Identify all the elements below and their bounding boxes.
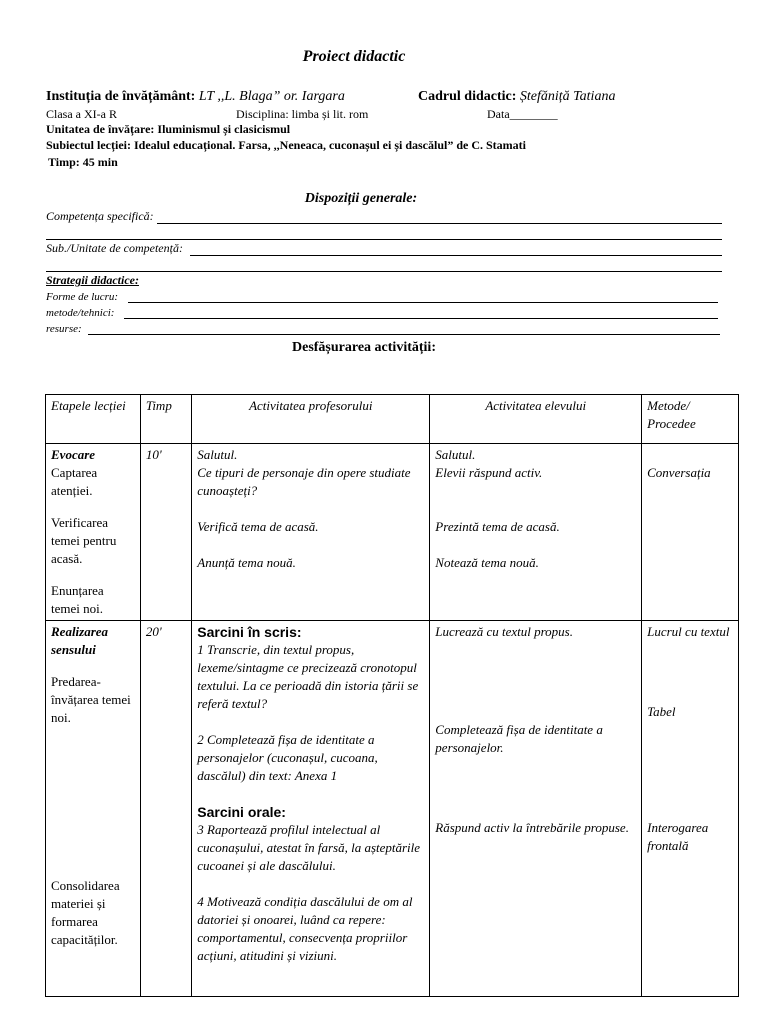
student-activity-line: Răspund activ la întrebările propuse.	[435, 820, 629, 835]
stage-item: Consolidarea materiei și formarea capacităților.	[51, 878, 120, 947]
discipline-text: Disciplina: limba și lit. rom	[236, 107, 369, 121]
competence-line-2	[46, 239, 722, 240]
method-label: Tabel	[647, 704, 676, 719]
forms-line	[128, 302, 718, 303]
header-teacher-activity: Activitatea profesorului	[192, 395, 430, 444]
stage-cell-meaning	[46, 621, 141, 997]
general-heading: Dispoziții generale:	[304, 191, 418, 206]
student-activity-cell	[430, 621, 642, 997]
competence-label: Competența specifică:	[46, 209, 154, 223]
forms-label: Forme de lucru:	[46, 291, 119, 303]
table-header-row	[46, 395, 739, 444]
competence-line	[157, 223, 722, 224]
time-cell: 20'	[140, 621, 191, 997]
teacher-activity-line: Salutul.	[197, 447, 238, 462]
stage-item: Captarea atenției.	[51, 465, 98, 498]
method-label: Conversația	[647, 465, 711, 480]
student-activity-line: Prezintă tema de acasă.	[435, 519, 560, 534]
task-item: 4 Motivează condiția dascălului de om al datoriei și onoarei, luând ca repere: comportamentul, consecvența propriilor acțiuni, atitudini și viziuni.	[197, 894, 413, 963]
method-cell	[642, 444, 739, 621]
resources-line	[88, 334, 720, 335]
subunit-line-2	[46, 271, 722, 272]
student-activity-line: Completează fișa de identitate a personajelor.	[435, 722, 603, 755]
stage-title: Evocare	[51, 447, 96, 462]
student-activity-line: Notează tema nouă.	[435, 555, 539, 570]
teacher-value: Ștefăniță Tatiana	[519, 89, 616, 104]
strategies-label: Strategii didactice:	[46, 273, 139, 287]
header-student-activity: Activitatea elevului	[430, 395, 642, 444]
student-activity-line: Lucrează cu textul propus.	[435, 624, 573, 639]
activity-heading: Desfășurarea activității:	[292, 340, 436, 355]
institution-line	[46, 89, 345, 105]
time-text: Timp: 45 min	[48, 155, 118, 169]
header-stages: Etapele lecției	[46, 395, 141, 444]
subunit-line	[190, 255, 722, 256]
oral-tasks-title: Sarcini orale:	[197, 804, 286, 820]
written-tasks-title: Sarcini în scris:	[197, 624, 302, 640]
task-item: 3 Raportează profilul intelectual al cuconașului, atestat în farsă, la așteptările cucoanei și ale dascălului.	[197, 822, 421, 873]
institution-value: LT ,,L. Blaga” or. Iargara	[198, 89, 345, 104]
subject-text: Subiectul lecției: Idealul educațional. Farsa, ,,Neneaca, cuconașul ei și dascălul” de C. Stamati	[46, 138, 526, 152]
teacher-activity-line: Verifică tema de acasă.	[197, 519, 319, 534]
student-activity-line: Salutul.	[435, 447, 476, 462]
stage-title: Realizarea sensului	[51, 624, 109, 657]
stage-item: Enunțarea temei noi.	[51, 583, 104, 616]
task-item: 2 Completează fișa de identitate a personajelor (cuconașul, cucoana, dascălul) din text: Anexa 1	[197, 732, 378, 783]
methods-line	[124, 318, 718, 319]
teacher-activity-line: Ce tipuri de personaje din opere studiate cunoașteți?	[197, 465, 411, 498]
method-label: Lucrul cu textul	[647, 624, 730, 639]
date-text: Data________	[487, 107, 558, 121]
student-activity-line: Elevii răspund activ.	[435, 465, 543, 480]
subunit-label: Sub./Unitate de competență:	[46, 241, 183, 255]
student-activity-cell	[430, 444, 642, 621]
teacher-activity-line: Anunță tema nouă.	[197, 555, 296, 570]
activity-table	[45, 394, 739, 997]
teacher-line	[418, 89, 615, 105]
header-time: Timp	[140, 395, 191, 444]
page-title: Proiect didactic	[302, 48, 406, 65]
table-row	[46, 444, 739, 621]
stage-item: Predarea-învățarea temei noi.	[51, 674, 131, 725]
header-methods: Metode/ Procedee	[642, 395, 739, 444]
time-cell: 10'	[140, 444, 191, 621]
class-text: Clasa a XI-a R	[46, 107, 117, 121]
teacher-activity-cell	[192, 621, 430, 997]
teacher-activity-cell	[192, 444, 430, 621]
resources-label: resurse:	[46, 323, 82, 335]
method-cell	[642, 621, 739, 997]
stage-cell-evocation	[46, 444, 141, 621]
method-label: Interogarea frontală	[647, 820, 709, 853]
task-item: 1 Transcrie, din textul propus, lexeme/sintagme ce precizează cronotopul textului. La ce perioadă din istoria țării se referă textul?	[197, 642, 419, 711]
institution-label: Instituția de învățământ:	[46, 89, 196, 104]
unit-text: Unitatea de învățare: Iluminismul și clasicismul	[46, 122, 291, 136]
table-row	[46, 621, 739, 997]
methods-label: metode/tehnici:	[46, 307, 115, 319]
stage-item: Verificarea temei pentru acasă.	[51, 515, 117, 566]
teacher-label: Cadrul didactic:	[418, 89, 517, 104]
